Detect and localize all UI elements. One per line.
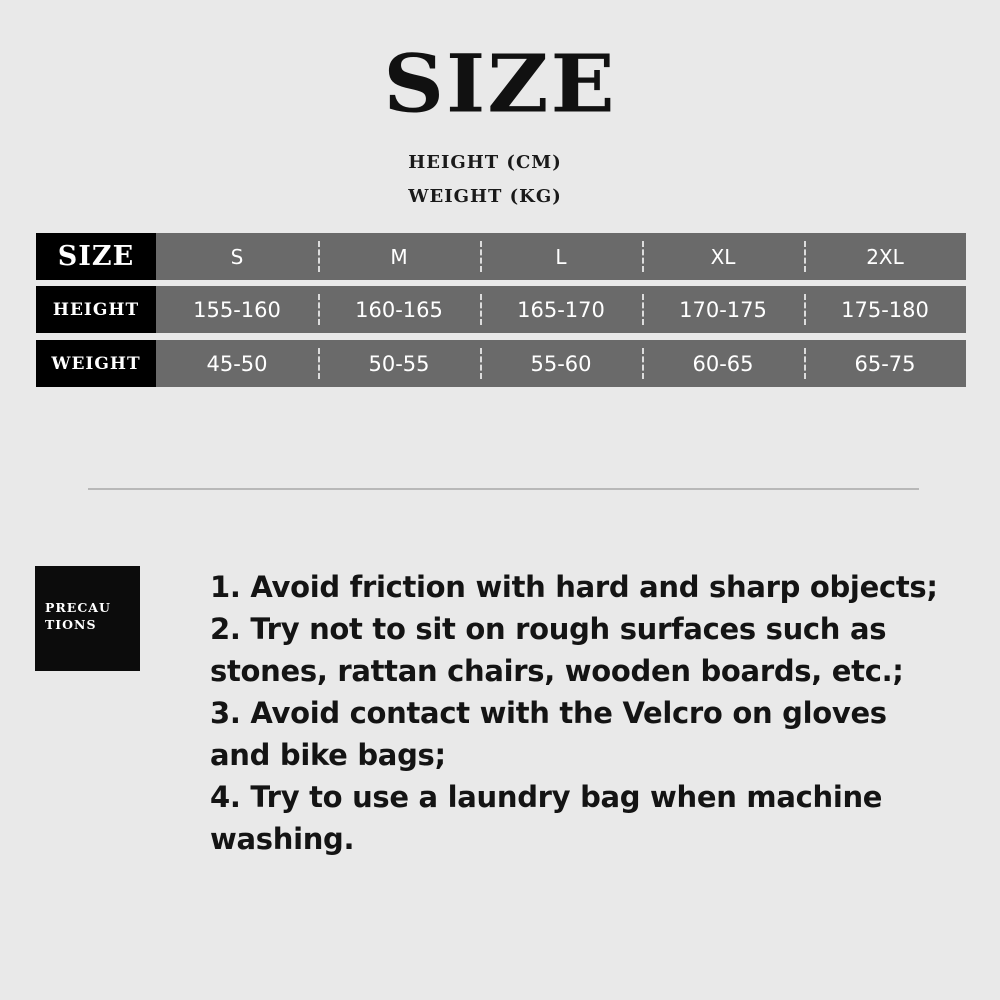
weight-cell-s: 45-50 (206, 351, 268, 376)
height-cell-2xl: 175-180 (804, 286, 966, 333)
weight-row (36, 340, 966, 387)
size-cell-l: L (480, 233, 642, 280)
precautions-label-box (35, 566, 140, 671)
weight-row-label: WEIGHT (36, 340, 156, 387)
precautions-label-line1: PRECAU (45, 600, 111, 615)
height-cell-xl: 170-175 (642, 286, 804, 333)
height-row (36, 286, 966, 333)
weight-unit-subtitle: WEIGHT (KG) (408, 186, 562, 207)
height-unit-subtitle: HEIGHT (CM) (408, 152, 562, 173)
weight-cell-xl: 60-65 (642, 340, 804, 387)
weight-cell-m: 50-55 (318, 340, 480, 387)
precaution-line: 4. Try to use a laundry bag when machine (210, 780, 883, 814)
precautions-text (210, 566, 950, 860)
precaution-line: 1. Avoid friction with hard and sharp objects; (210, 570, 938, 604)
height-cell-l: 165-170 (480, 286, 642, 333)
precaution-line: 3. Avoid contact with the Velcro on gloves (210, 696, 887, 730)
precaution-line: washing. (210, 822, 355, 856)
section-divider (88, 488, 919, 490)
weight-cell-2xl: 65-75 (804, 340, 966, 387)
precaution-line: stones, rattan chairs, wooden boards, etc.; (210, 654, 904, 688)
precautions-label-line2: TIONS (45, 617, 97, 632)
height-cell-s: 155-160 (193, 297, 281, 322)
size-row (36, 233, 966, 280)
size-row-label: SIZE (36, 233, 156, 280)
size-cell-m: M (318, 233, 480, 280)
size-cell-xl: XL (642, 233, 804, 280)
precaution-line: and bike bags; (210, 738, 446, 772)
size-cell-s: S (230, 244, 244, 269)
height-cell-m: 160-165 (318, 286, 480, 333)
height-row-label: HEIGHT (36, 286, 156, 333)
size-cell-2xl: 2XL (804, 233, 966, 280)
weight-cell-l: 55-60 (480, 340, 642, 387)
precaution-line: 2. Try not to sit on rough surfaces such as (210, 612, 887, 646)
page-title: SIZE (383, 36, 617, 131)
